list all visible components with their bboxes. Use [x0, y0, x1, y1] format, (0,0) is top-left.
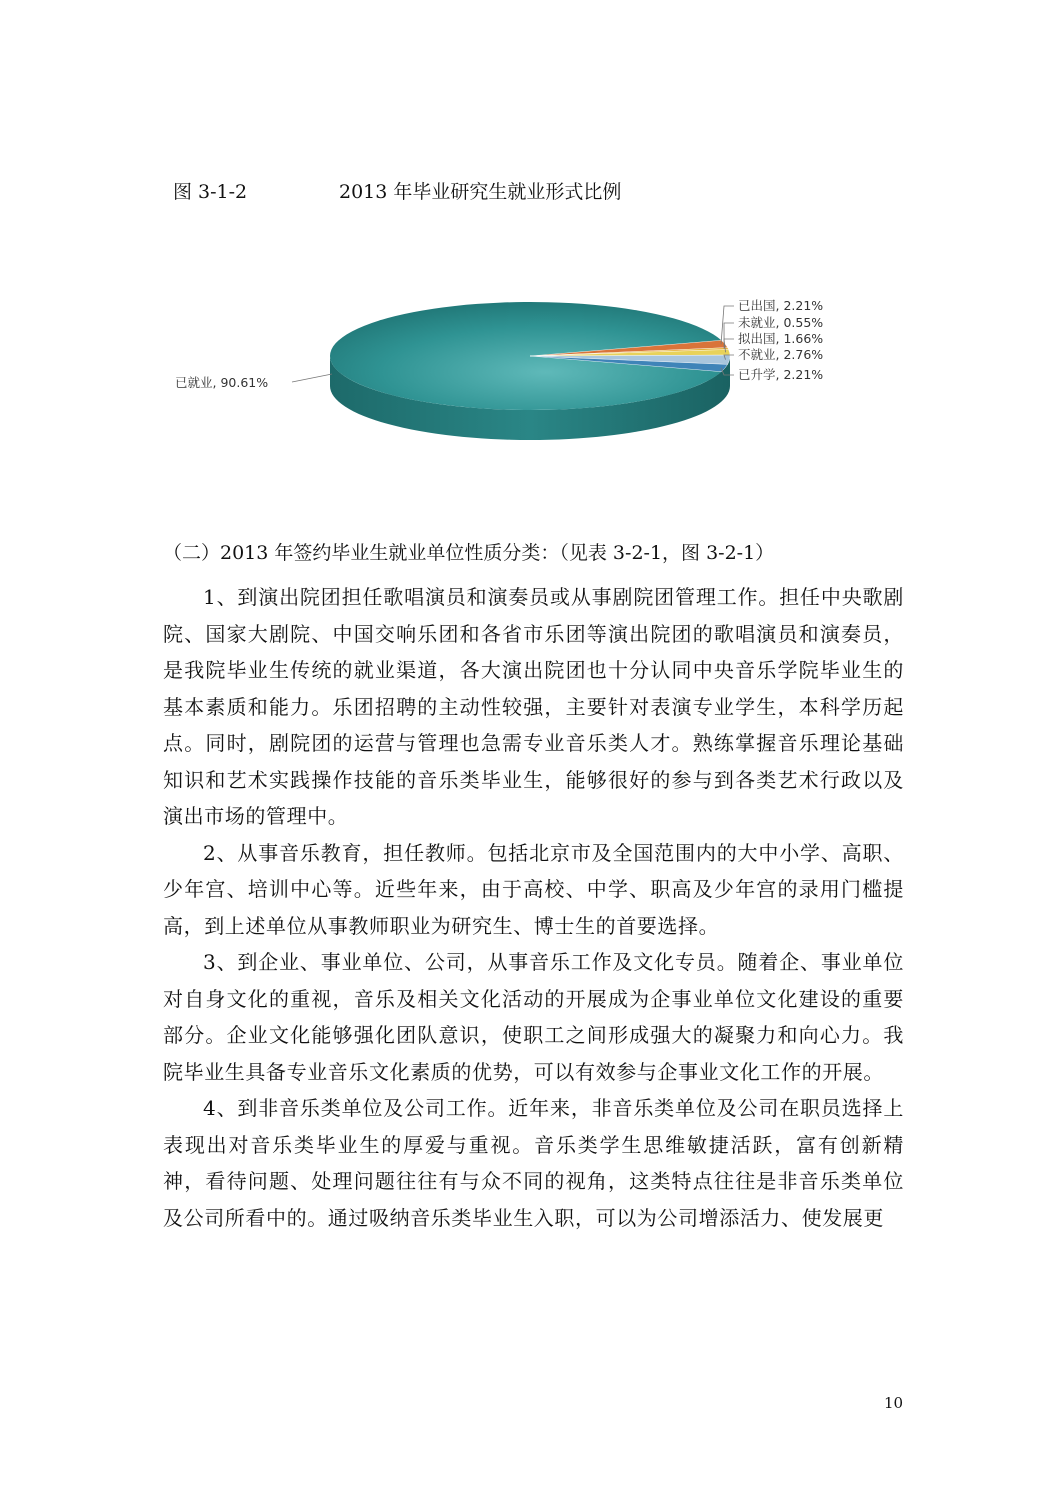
figure-number: 图 3-1-2 [173, 181, 248, 203]
paragraph-3: 3、到企业、事业单位、公司，从事音乐工作及文化专员。随着企、事业单位对自身文化的重视，音乐及相关文化活动的开展成为企事业单位文化建设的重要部分。企业文化能够强化团队意识，使职工之间形成强大的凝聚力和向心力。我院毕业生具备专业音乐文化素质的优势，可以有效参与企事业文化工作的开展。 [163, 950, 904, 1084]
slice-label: 拟出国, 1.66% [738, 331, 824, 346]
figure-title: 2013 年毕业研究生就业形式比例 [339, 181, 622, 203]
page-number: 10 [884, 1394, 904, 1412]
pie-slices [330, 302, 730, 440]
paragraph-2: 2、从事音乐教育，担任教师。包括北京市及全国范围内的大中小学、高职、少年宫、培训中心等。近些年来，由于高校、中学、职高及少年宫的录用门槛提高，到上述单位从事教师职业为研究生、博士生的首要选择。 [163, 840, 904, 938]
slice-label: 已升学, 2.21% [738, 367, 824, 382]
figure-caption [173, 177, 621, 204]
paragraph-4: 4、到非音乐类单位及公司工作。近年来，非音乐类单位及公司在职员选择上表现出对音乐类毕业生的厚爱与重视。音乐类学生思维敏捷活跃，富有创新精神，看待问题、处理问题往往有与众不同的视角，这类特点往往是非音乐类单位及公司所看中的。通过吸纳音乐类毕业生入职，可以为公司增添活力、使发展更 [163, 1096, 904, 1230]
slice-label: 已就业, 90.61% [175, 375, 269, 390]
section-heading: （二）2013 年签约毕业生就业单位性质分类：（见表 3-2-1，图 3-2-1） [163, 542, 775, 564]
paragraph-1: 1、到演出院团担任歌唱演员和演奏员或从事剧院团管理工作。担任中央歌剧院、国家大剧院、中国交响乐团和各省市乐团等演出院团的歌唱演员和演奏员，是我院毕业生传统的就业渠道，各大演出院团也十分认同中央音乐学院毕业生的基本素质和能力。乐团招聘的主动性较强，主要针对表演专业学生，本科学历起点。同时，剧院团的运营与管理也急需专业音乐类人才。熟练掌握音乐理论基础知识和艺术实践操作技能的音乐类毕业生，能够很好的参与到各类艺术行政以及演出市场的管理中。 [163, 585, 904, 828]
pie-chart-svg [160, 290, 880, 470]
slice-label: 不就业, 2.76% [738, 347, 824, 362]
pie-chart [160, 290, 880, 470]
slice-label: 未就业, 0.55% [738, 315, 824, 330]
slice-label: 已出国, 2.21% [738, 298, 824, 313]
body-text [163, 579, 904, 1236]
leader-line [292, 374, 332, 382]
leader-line [721, 306, 734, 344]
